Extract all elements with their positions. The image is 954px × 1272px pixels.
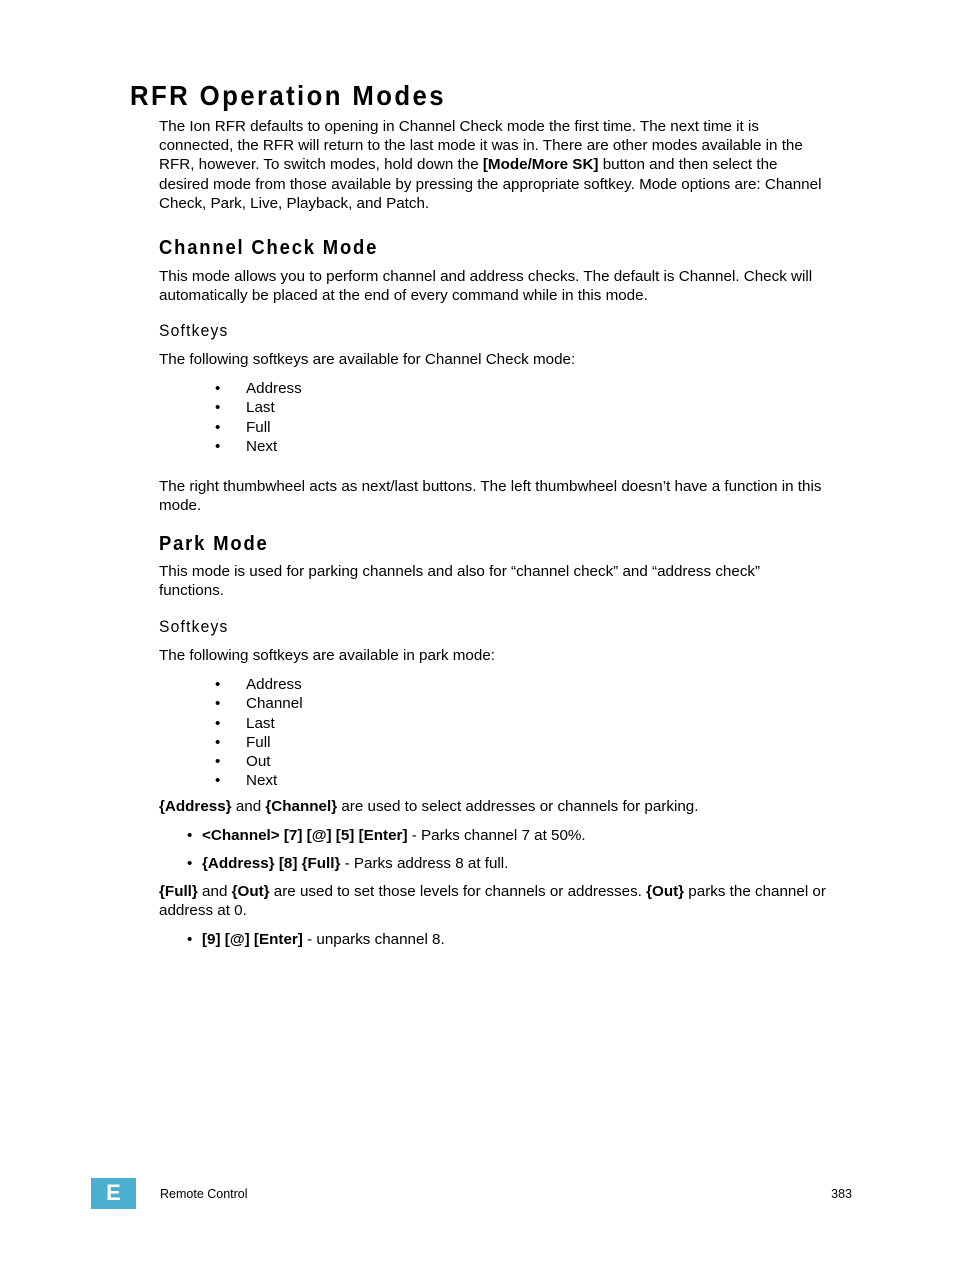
bullet: • — [187, 827, 193, 844]
command-description: - Parks channel 7 at 50%. — [407, 827, 586, 844]
command-syntax: [9] [@] [Enter] — [202, 931, 303, 948]
command-description: - unparks channel 8. — [302, 931, 445, 948]
softkey-label: Out — [246, 753, 271, 771]
softkey-label: Address — [246, 676, 302, 693]
channel-check-heading: Channel Check Mode — [159, 237, 379, 259]
park-mode-heading: Park Mode — [159, 533, 269, 555]
softkey-label: Next — [246, 437, 278, 455]
description-line: This mode allows you to perform channel and address checks. The default is Channel. Check will — [159, 268, 813, 285]
bullet: • — [215, 380, 221, 397]
text-span: are used to select addresses or channels for parking. — [337, 798, 699, 815]
channel-check-description — [159, 267, 859, 305]
bullet: • — [215, 772, 221, 790]
page-number: 383 — [831, 1187, 852, 1201]
intro-line: desired mode from those available by pressing the appropriate softkey. Mode options are: Channel — [159, 175, 822, 193]
bullet: • — [215, 695, 221, 713]
levels-paragraph — [159, 882, 859, 920]
softkey-label: Address — [246, 380, 302, 397]
page-title: RFR Operation Modes — [130, 80, 446, 111]
text-span: parks the channel or — [684, 883, 826, 900]
bullet: • — [187, 931, 193, 948]
address-key: {Address} — [159, 798, 232, 815]
park-softkeys-intro: The following softkeys are available in park mode: — [159, 647, 495, 664]
command-syntax: {Address} [8] {Full} — [202, 855, 341, 872]
softkey-label: Next — [246, 772, 278, 790]
softkey-label: Full — [246, 418, 271, 436]
channel-check-softkeys-intro: The following softkeys are available for Channel Check mode: — [159, 351, 576, 368]
softkey-label: Channel — [246, 695, 303, 713]
thumbwheel-line: mode. — [159, 497, 202, 515]
out-key: {Out} — [646, 883, 685, 900]
description-line: This mode is used for parking channels and also for “channel check” and “address check” — [159, 563, 761, 580]
description-line: automatically be placed at the end of every command while in this mode. — [159, 287, 648, 305]
bullet: • — [215, 437, 221, 455]
out-key: {Out} — [231, 883, 270, 900]
intro-line: Check, Park, Live, Playback, and Patch. — [159, 194, 430, 212]
text-span: and — [231, 798, 266, 815]
bullet: • — [215, 399, 221, 417]
mode-more-key: [Mode/More SK] — [482, 156, 599, 174]
list-item — [213, 418, 302, 437]
description-line: functions. — [159, 582, 225, 600]
text-span: and — [197, 883, 232, 900]
text-span: address at 0. — [159, 902, 247, 920]
channel-check-softkeys-heading: Softkeys — [159, 321, 229, 340]
list-item — [213, 675, 303, 694]
list-item — [213, 398, 302, 417]
intro-line: button and then select the — [598, 156, 778, 174]
list-item — [213, 437, 302, 456]
thumbwheel-line: The right thumbwheel acts as next/last buttons. The left thumbwheel doesn’t have a function in this — [159, 478, 822, 495]
softkey-label: Full — [246, 733, 271, 751]
softkey-label: Last — [246, 399, 275, 417]
intro-line: RFR, however. To switch modes, hold down the — [159, 156, 483, 174]
list-item — [213, 733, 303, 752]
text-span: are used to set those levels for channels or addresses. — [269, 883, 647, 900]
example-park-channel — [187, 826, 586, 845]
channel-key: {Channel} — [265, 798, 338, 815]
bullet: • — [215, 733, 221, 751]
footer-section-title: Remote Control — [160, 1187, 248, 1201]
bullet: • — [215, 676, 221, 693]
example-unpark-channel — [187, 930, 445, 949]
full-key: {Full} — [159, 883, 198, 900]
thumbwheel-paragraph — [159, 477, 859, 515]
intro-line: The Ion RFR defaults to opening in Channel Check mode the first time. The next time it is — [159, 118, 759, 135]
list-item — [213, 714, 303, 733]
intro-line: connected, the RFR will return to the last mode it was in. There are other modes available in the — [159, 137, 803, 155]
channel-check-softkey-list — [213, 379, 302, 456]
list-item — [213, 379, 302, 398]
command-description: - Parks address 8 at full. — [340, 855, 509, 872]
list-item — [213, 752, 303, 771]
bullet: • — [187, 855, 193, 872]
list-item — [213, 771, 303, 790]
park-softkey-list — [213, 675, 303, 791]
park-softkeys-heading: Softkeys — [159, 617, 229, 636]
chapter-tab: E — [91, 1178, 136, 1209]
softkey-label: Last — [246, 714, 275, 732]
bullet: • — [215, 753, 221, 771]
park-mode-description — [159, 562, 859, 600]
intro-paragraph — [159, 117, 859, 213]
select-paragraph — [159, 797, 859, 816]
bullet: • — [215, 714, 221, 732]
example-park-address — [187, 854, 508, 873]
bullet: • — [215, 418, 221, 436]
list-item — [213, 694, 303, 713]
command-syntax: <Channel> [7] [@] [5] [Enter] — [202, 827, 408, 844]
